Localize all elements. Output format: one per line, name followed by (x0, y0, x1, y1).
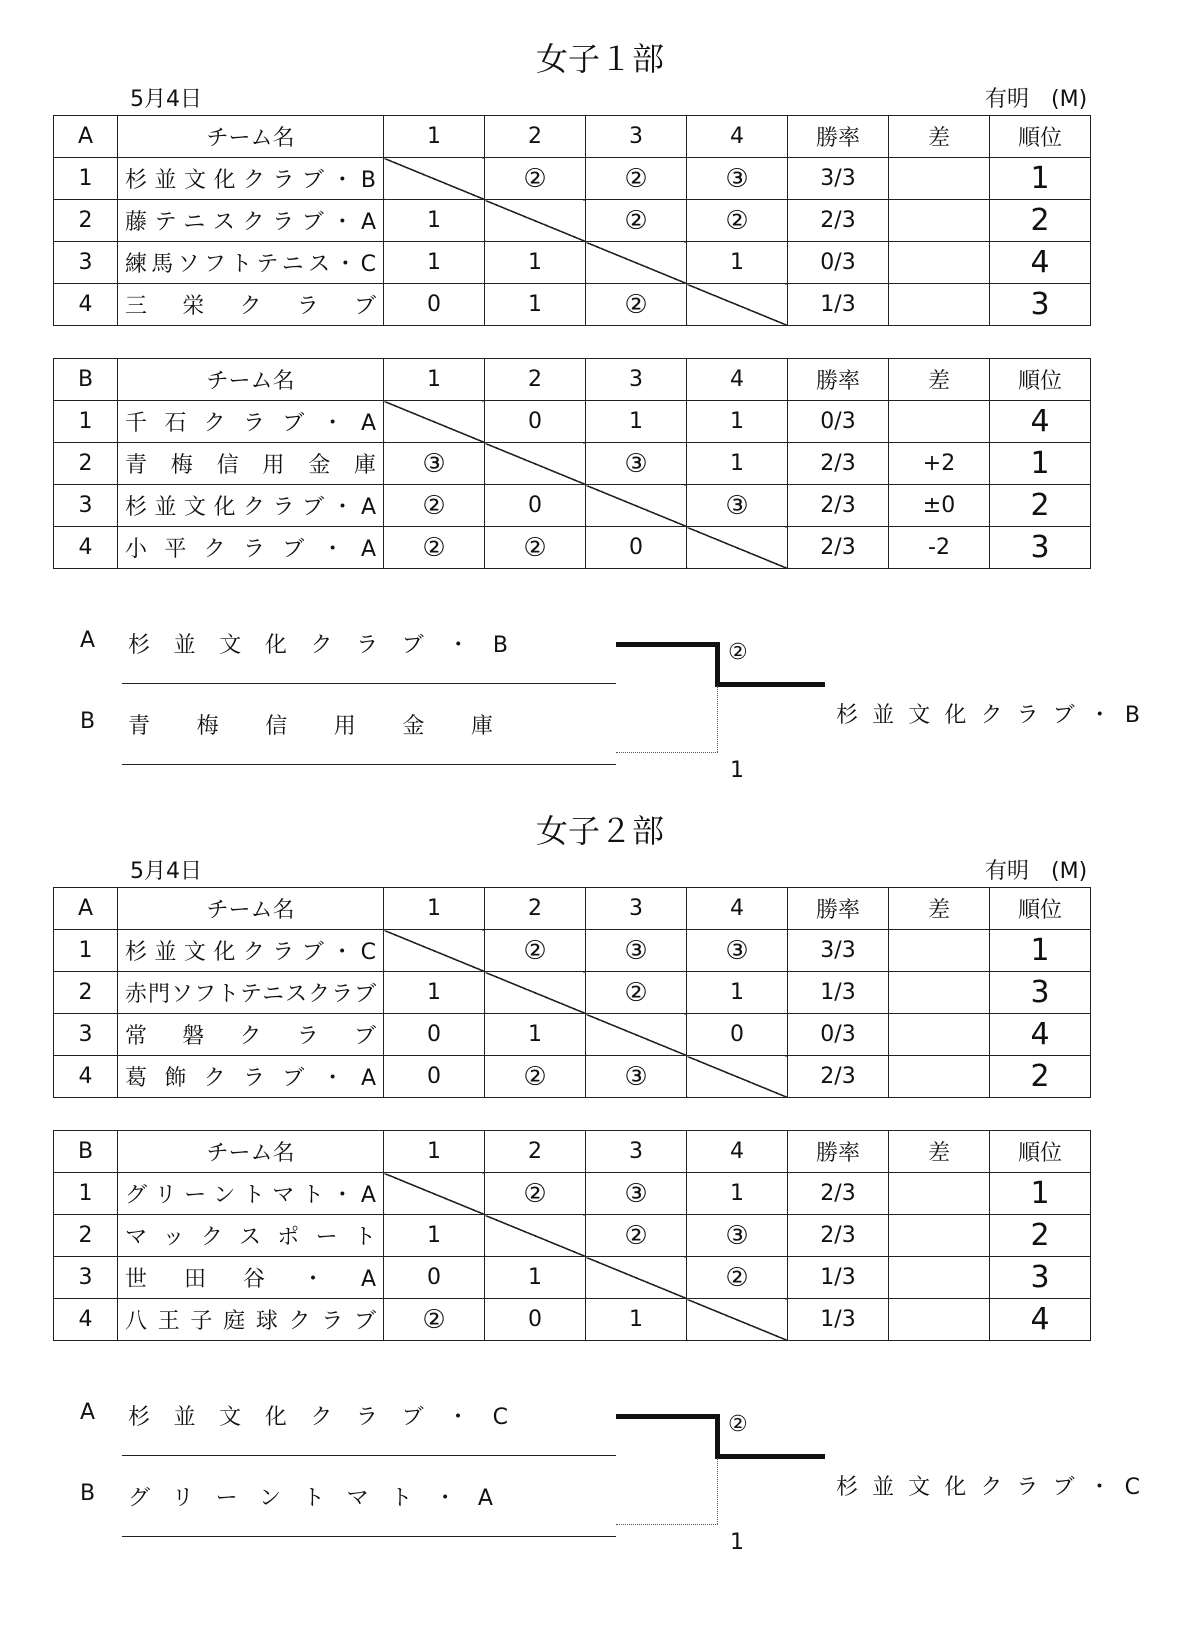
match-result: 0 (384, 1056, 485, 1098)
point-diff (889, 930, 990, 972)
final-a-score: ② (728, 1412, 748, 1437)
win-rate: 1/3 (788, 1257, 889, 1299)
win-rate: 1/3 (788, 284, 889, 326)
match-result: ③ (586, 443, 687, 485)
header-cell: 4 (687, 116, 788, 158)
table-row (54, 972, 1091, 1014)
header-cell: B (54, 1131, 118, 1173)
bracket-vertical-line (715, 642, 720, 686)
header-cell: 2 (485, 359, 586, 401)
venue-label: 有明 (M) (985, 859, 1088, 884)
header-cell: 1 (384, 1131, 485, 1173)
final-a-name: 杉並文化クラブ・B (128, 633, 508, 658)
team-name: グリーントマト・A (118, 1173, 384, 1215)
final-b-underline (122, 1536, 616, 1537)
match-result (687, 1056, 788, 1098)
bracket-bottom-line (616, 1524, 718, 1525)
match-result: 1 (384, 1215, 485, 1257)
header-cell: 勝率 (788, 1131, 889, 1173)
header-cell: チーム名 (118, 359, 384, 401)
match-result (384, 930, 485, 972)
match-result (384, 401, 485, 443)
table-header-row (54, 359, 1091, 401)
group-table-a (53, 887, 1091, 1098)
match-result: 1 (687, 1173, 788, 1215)
match-result: ② (586, 1215, 687, 1257)
final-a-score: ② (728, 640, 748, 665)
team-name: 青梅信用金庫 (118, 443, 384, 485)
final-a-underline (122, 1455, 616, 1456)
team-name: マックスポート (118, 1215, 384, 1257)
header-cell: 4 (687, 888, 788, 930)
match-result: 0 (586, 527, 687, 569)
bracket-top-line (616, 1414, 719, 1419)
rank: 2 (990, 1215, 1091, 1257)
match-result: 1 (485, 1257, 586, 1299)
win-rate: 1/3 (788, 1299, 889, 1341)
team-name: 赤門ソフトテニスクラブ (118, 972, 384, 1014)
point-diff (889, 1056, 990, 1098)
match-result: 1 (687, 401, 788, 443)
match-result: ② (384, 527, 485, 569)
match-result: ② (586, 158, 687, 200)
bracket-bottom-vertical (717, 1458, 718, 1524)
table-row (54, 242, 1091, 284)
match-result: 0 (485, 485, 586, 527)
match-result (586, 242, 687, 284)
bracket-bottom-line (616, 752, 718, 753)
table-row (54, 284, 1091, 326)
match-result (586, 1257, 687, 1299)
team-number: 4 (54, 527, 118, 569)
table-row (54, 200, 1091, 242)
match-result: 1 (586, 1299, 687, 1341)
match-result: ③ (687, 158, 788, 200)
team-name: 杉並文化クラブ・C (118, 930, 384, 972)
bracket-winner-line (715, 682, 825, 687)
match-result (687, 1299, 788, 1341)
win-rate: 0/3 (788, 242, 889, 284)
final-a-name: 杉並文化クラブ・C (128, 1405, 508, 1430)
final-winner-name: 杉並文化クラブ・B (836, 703, 1140, 728)
match-result (687, 527, 788, 569)
match-result: ② (384, 1299, 485, 1341)
match-result (384, 158, 485, 200)
win-rate: 0/3 (788, 1014, 889, 1056)
match-result: ③ (687, 485, 788, 527)
match-result: ② (586, 200, 687, 242)
win-rate: 1/3 (788, 972, 889, 1014)
match-result: ② (485, 527, 586, 569)
table-row (54, 527, 1091, 569)
bracket-bottom-vertical (717, 686, 718, 752)
match-result: ② (687, 1257, 788, 1299)
header-cell: 差 (889, 359, 990, 401)
rank: 2 (990, 485, 1091, 527)
point-diff: +2 (889, 443, 990, 485)
bracket-winner-line (715, 1454, 825, 1459)
rank: 1 (990, 930, 1091, 972)
team-name: 八王子庭球クラブ (118, 1299, 384, 1341)
team-number: 4 (54, 1056, 118, 1098)
win-rate: 3/3 (788, 930, 889, 972)
win-rate: 2/3 (788, 200, 889, 242)
point-diff (889, 1014, 990, 1056)
team-name: 葛飾クラブ・A (118, 1056, 384, 1098)
match-result: ② (586, 972, 687, 1014)
match-result (485, 200, 586, 242)
final-b-underline (122, 764, 616, 765)
point-diff (889, 1299, 990, 1341)
group-table-a (53, 115, 1091, 326)
team-number: 1 (54, 401, 118, 443)
match-result: 0 (687, 1014, 788, 1056)
group-table-b (53, 358, 1091, 569)
match-result (485, 443, 586, 485)
win-rate: 2/3 (788, 443, 889, 485)
header-cell: 4 (687, 359, 788, 401)
final-a-underline (122, 683, 616, 684)
header-cell: 3 (586, 116, 687, 158)
match-result: 1 (687, 242, 788, 284)
header-cell: 3 (586, 1131, 687, 1173)
rank: 3 (990, 1257, 1091, 1299)
header-cell: 勝率 (788, 116, 889, 158)
header-cell: 3 (586, 888, 687, 930)
point-diff: ±0 (889, 485, 990, 527)
table-row (54, 1257, 1091, 1299)
rank: 3 (990, 972, 1091, 1014)
header-cell: 順位 (990, 888, 1091, 930)
win-rate: 2/3 (788, 1173, 889, 1215)
rank: 4 (990, 242, 1091, 284)
match-result: ③ (384, 443, 485, 485)
match-result (687, 284, 788, 326)
table-row (54, 1056, 1091, 1098)
venue-label: 有明 (M) (985, 87, 1088, 112)
table-row (54, 1299, 1091, 1341)
match-result: 0 (384, 284, 485, 326)
match-result: ② (384, 485, 485, 527)
rank: 2 (990, 1056, 1091, 1098)
final-a-label: A (80, 628, 96, 653)
match-result: 0 (485, 1299, 586, 1341)
team-number: 2 (54, 443, 118, 485)
header-cell: A (54, 116, 118, 158)
match-result (586, 1014, 687, 1056)
team-name: 三栄クラブ (118, 284, 384, 326)
match-result (586, 485, 687, 527)
point-diff (889, 158, 990, 200)
table-header-row (54, 116, 1091, 158)
match-result: ③ (586, 1173, 687, 1215)
rank: 3 (990, 527, 1091, 569)
rank: 4 (990, 401, 1091, 443)
team-number: 1 (54, 1173, 118, 1215)
team-name: 練馬ソフトテニス・C (118, 242, 384, 284)
team-number: 2 (54, 200, 118, 242)
table-row (54, 401, 1091, 443)
match-result (384, 1173, 485, 1215)
match-result: 1 (384, 972, 485, 1014)
header-cell: 差 (889, 888, 990, 930)
team-name: 常磐クラブ (118, 1014, 384, 1056)
header-cell: 1 (384, 888, 485, 930)
match-result: 1 (687, 443, 788, 485)
header-cell: 順位 (990, 359, 1091, 401)
point-diff (889, 1257, 990, 1299)
header-cell: 勝率 (788, 359, 889, 401)
header-cell: 順位 (990, 116, 1091, 158)
team-name: 世田谷・A (118, 1257, 384, 1299)
match-result: ② (586, 284, 687, 326)
win-rate: 3/3 (788, 158, 889, 200)
final-b-name: グリーントマト・A (128, 1486, 493, 1511)
rank: 2 (990, 200, 1091, 242)
match-result: 1 (384, 200, 485, 242)
match-result: ② (485, 158, 586, 200)
point-diff: -2 (889, 527, 990, 569)
match-result: ③ (586, 1056, 687, 1098)
header-cell: 2 (485, 1131, 586, 1173)
match-result: ③ (586, 930, 687, 972)
table-row (54, 158, 1091, 200)
header-cell: 3 (586, 359, 687, 401)
match-result: ② (687, 200, 788, 242)
team-number: 3 (54, 242, 118, 284)
rank: 1 (990, 158, 1091, 200)
rank: 3 (990, 284, 1091, 326)
team-number: 4 (54, 284, 118, 326)
team-name: 小平クラブ・A (118, 527, 384, 569)
team-name: 藤テニスクラブ・A (118, 200, 384, 242)
final-b-score: 1 (730, 1530, 744, 1555)
header-cell: 1 (384, 359, 485, 401)
team-name: 千石クラブ・A (118, 401, 384, 443)
header-cell: B (54, 359, 118, 401)
match-result: 1 (687, 972, 788, 1014)
final-b-label: B (80, 1481, 96, 1506)
win-rate: 0/3 (788, 401, 889, 443)
section-title: 女子１部 (535, 40, 664, 78)
point-diff (889, 1215, 990, 1257)
match-result: 1 (384, 242, 485, 284)
table-row (54, 1014, 1091, 1056)
team-name: 杉並文化クラブ・B (118, 158, 384, 200)
win-rate: 2/3 (788, 527, 889, 569)
header-cell: チーム名 (118, 1131, 384, 1173)
header-cell: 2 (485, 116, 586, 158)
team-number: 1 (54, 158, 118, 200)
win-rate: 2/3 (788, 1215, 889, 1257)
final-a-label: A (80, 1400, 96, 1425)
match-result (485, 1215, 586, 1257)
match-result: ② (485, 1056, 586, 1098)
header-cell: 差 (889, 116, 990, 158)
final-b-score: 1 (730, 758, 744, 783)
match-result: 1 (485, 242, 586, 284)
group-table-b (53, 1130, 1091, 1341)
final-b-label: B (80, 709, 96, 734)
point-diff (889, 200, 990, 242)
match-result: ② (485, 1173, 586, 1215)
match-result: 0 (384, 1014, 485, 1056)
table-row (54, 1173, 1091, 1215)
header-cell: 勝率 (788, 888, 889, 930)
match-date: 5月4日 (130, 87, 202, 112)
table-row (54, 443, 1091, 485)
match-result: ② (485, 930, 586, 972)
header-cell: 順位 (990, 1131, 1091, 1173)
team-name: 杉並文化クラブ・A (118, 485, 384, 527)
header-cell: 差 (889, 1131, 990, 1173)
header-cell: チーム名 (118, 888, 384, 930)
match-result: 0 (384, 1257, 485, 1299)
team-number: 3 (54, 485, 118, 527)
match-result (485, 972, 586, 1014)
team-number: 2 (54, 972, 118, 1014)
match-result: ③ (687, 1215, 788, 1257)
match-date: 5月4日 (130, 859, 202, 884)
point-diff (889, 401, 990, 443)
point-diff (889, 1173, 990, 1215)
match-result: ③ (687, 930, 788, 972)
table-row (54, 930, 1091, 972)
match-result: 1 (485, 1014, 586, 1056)
rank: 4 (990, 1014, 1091, 1056)
final-winner-name: 杉並文化クラブ・C (836, 1475, 1140, 1500)
header-cell: 4 (687, 1131, 788, 1173)
match-result: 0 (485, 401, 586, 443)
win-rate: 2/3 (788, 485, 889, 527)
rank: 1 (990, 443, 1091, 485)
match-result: 1 (485, 284, 586, 326)
header-cell: チーム名 (118, 116, 384, 158)
table-header-row (54, 888, 1091, 930)
table-row (54, 485, 1091, 527)
point-diff (889, 242, 990, 284)
header-cell: 1 (384, 116, 485, 158)
team-number: 4 (54, 1299, 118, 1341)
rank: 4 (990, 1299, 1091, 1341)
bracket-top-line (616, 642, 719, 647)
header-cell: 2 (485, 888, 586, 930)
team-number: 2 (54, 1215, 118, 1257)
rank: 1 (990, 1173, 1091, 1215)
win-rate: 2/3 (788, 1056, 889, 1098)
section-title: 女子２部 (535, 812, 664, 850)
team-number: 3 (54, 1257, 118, 1299)
match-result: 1 (586, 401, 687, 443)
bracket-vertical-line (715, 1414, 720, 1458)
point-diff (889, 972, 990, 1014)
point-diff (889, 284, 990, 326)
final-b-name: 青梅信用金庫 (128, 714, 493, 739)
team-number: 3 (54, 1014, 118, 1056)
header-cell: A (54, 888, 118, 930)
table-header-row (54, 1131, 1091, 1173)
team-number: 1 (54, 930, 118, 972)
table-row (54, 1215, 1091, 1257)
